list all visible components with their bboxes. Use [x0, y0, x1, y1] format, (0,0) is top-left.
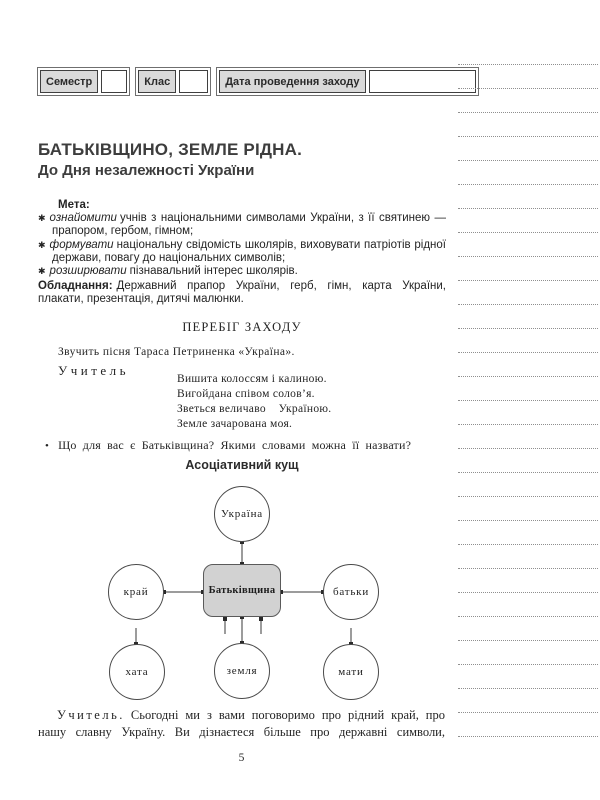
note-line	[458, 64, 598, 65]
event-date-field-group	[216, 67, 478, 96]
note-line	[458, 352, 598, 353]
note-line	[458, 448, 598, 449]
page-number: 5	[238, 752, 245, 764]
asterisk-bullet-icon: ✱	[38, 239, 46, 250]
teacher-speech-text: Сьогодні ми з вами поговоримо про рідний край, про нашу славну Україну. Ви дізнаєтеся більше про державні символи,	[38, 708, 445, 739]
proceedings-heading: ПЕРЕБІГ ЗАХОДУ	[182, 320, 302, 334]
note-line	[458, 496, 598, 497]
node-label: батьки	[332, 586, 370, 598]
dot-bullet-icon: •	[45, 440, 50, 452]
node-label: земля	[226, 665, 258, 677]
note-line	[458, 520, 598, 521]
semester-field-group	[37, 67, 130, 96]
song-note: Звучить пісня Тараса Петриненка «Україна».	[58, 346, 295, 358]
note-line	[458, 424, 598, 425]
poem-line: Земле зачарована моя.	[177, 418, 293, 430]
note-line	[458, 232, 598, 233]
meta-item	[38, 239, 446, 265]
note-line	[458, 592, 598, 593]
notes-area	[458, 0, 598, 800]
equipment-label: Обладнання:	[38, 280, 113, 292]
asterisk-bullet-icon: ✱	[38, 266, 46, 277]
meta-item	[38, 265, 446, 278]
meta-item-lead: розширювати	[49, 265, 127, 278]
note-line	[458, 568, 598, 569]
event-date-label: Дата проведення заходу	[219, 70, 365, 93]
meta-item-lead: формувати	[49, 238, 114, 251]
meta-item	[38, 212, 446, 238]
teacher-heading: Учитель	[58, 363, 130, 378]
poem-line: Вишита колоссям і калиною.	[177, 373, 327, 385]
lesson-title-block	[38, 140, 302, 179]
class-label: Клас	[138, 70, 176, 93]
class-field-group	[135, 67, 211, 96]
asterisk-bullet-icon: ✱	[38, 213, 46, 224]
poem-line: Вигойдана співом солов’я.	[177, 388, 315, 400]
node-label: Батьківщина	[208, 585, 276, 596]
teacher-speech-lead: Учитель.	[57, 708, 125, 722]
discussion-question	[45, 438, 447, 453]
node-khata	[109, 644, 165, 700]
note-line	[458, 112, 598, 113]
note-line	[458, 280, 598, 281]
question-text: Що для вас є Батьківщина? Якими словами можна її назвати?	[58, 438, 412, 452]
meta-item-text: пізнавальний інтерес школярів.	[129, 265, 298, 278]
class-input[interactable]	[179, 70, 208, 93]
node-label: край	[123, 586, 149, 598]
meta-item-text: національну свідомість школярів, виховувати патріотів рідної держави, повагу до національних символів;	[52, 238, 446, 264]
note-line	[458, 136, 598, 137]
note-line	[458, 208, 598, 209]
node-batkivshchyna	[203, 564, 281, 617]
note-line	[458, 256, 598, 257]
note-line	[458, 88, 598, 89]
note-line	[458, 712, 598, 713]
lesson-title: БАТЬКІВЩИНО, ЗЕМЛЕ РІДНА.	[38, 140, 303, 159]
note-line	[458, 640, 598, 641]
note-line	[458, 472, 598, 473]
note-line	[458, 400, 598, 401]
associative-bush-heading: Асоціативний кущ	[185, 458, 299, 472]
node-label: Україна	[221, 508, 263, 520]
note-line	[458, 328, 598, 329]
lesson-subtitle: До Дня незалежності України	[38, 162, 255, 179]
poem-line: Зветься величаво Україною.	[177, 403, 332, 415]
equipment-paragraph	[38, 280, 446, 306]
node-batky	[323, 564, 379, 620]
node-maty	[323, 644, 379, 700]
note-line	[458, 304, 598, 305]
semester-label: Семестр	[40, 70, 98, 93]
node-label: хата	[125, 666, 149, 678]
note-line	[458, 688, 598, 689]
meta-heading: Мета:	[58, 199, 90, 211]
note-line	[458, 376, 598, 377]
note-line	[458, 736, 598, 737]
note-line	[458, 184, 598, 185]
meta-item-text: учнів з національними символами України, з її святинею — прапором, гербом, гімном;	[52, 212, 446, 238]
equipment-text: Державний прапор України, герб, гімн, карта України, плакати, презентація, дитячі малюнки.	[38, 280, 446, 306]
node-krai	[108, 564, 164, 620]
meta-section	[38, 199, 446, 278]
meta-item-lead: ознайомити	[49, 212, 117, 225]
semester-input[interactable]	[101, 70, 127, 93]
associative-bush-diagram	[85, 482, 395, 708]
node-ukraina	[214, 486, 270, 542]
note-line	[458, 544, 598, 545]
node-zemlia	[214, 643, 270, 699]
note-line	[458, 160, 598, 161]
header-form-row	[37, 67, 479, 96]
node-label: мати	[338, 666, 364, 678]
note-line	[458, 664, 598, 665]
poem-block	[177, 372, 331, 432]
teacher-speech-paragraph	[38, 707, 445, 741]
note-line	[458, 616, 598, 617]
